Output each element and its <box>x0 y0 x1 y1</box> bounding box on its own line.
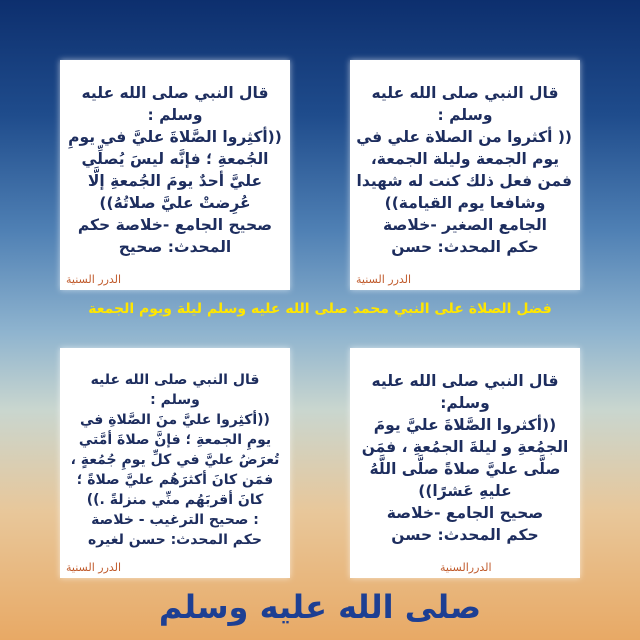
hadith-text <box>358 82 572 258</box>
hadith-line: ((أكثروا الصَّلاةَ عليَّ يومَ <box>373 416 557 434</box>
hadith-line: تُعرَضُ عليَّ في كلِّ يومِ جُمُعةٍ ، <box>70 452 280 468</box>
hadith-line: ((أكثِروا عليَّ منَ الصَّلاةِ في <box>80 412 270 428</box>
hadith-line: وسلم : <box>150 392 200 408</box>
hadith-line: كانَ أقربَهُم منِّي منزلةً .)) <box>86 492 264 508</box>
hadith-line: فمَن كانَ أكثرَهُم عليَّ صلاةً ؛ <box>76 472 274 488</box>
hadith-line: وسلم : <box>437 106 493 124</box>
watermark: الدرر السنية <box>66 561 122 574</box>
hadith-card-top-right <box>350 60 580 290</box>
hadith-card-top-left <box>60 60 290 290</box>
hadith-text <box>68 370 282 550</box>
hadith-text <box>358 370 572 546</box>
hadith-line: (( أكثروا من الصلاة علي في <box>356 128 572 146</box>
hadith-card-bottom-right <box>350 348 580 578</box>
hadith-line: الجمُعةِ و ليلةَ الجمُعةِ ، فمَن <box>361 438 569 456</box>
hadith-line: حكم المحدث: حسن <box>391 526 539 544</box>
center-caption: فضل الصلاة على النبي محمد صلى الله عليه وسلم ليلة ويوم الجمعة <box>88 301 552 317</box>
hadith-line: : صحيح الترغيب - خلاصة <box>91 512 259 528</box>
hadith-line: الجامع الصغير -خلاصة <box>383 216 547 234</box>
hadith-line: فمن فعل ذلك كنت له شهيدا <box>356 172 572 190</box>
hadith-line: قال النبي صلى الله عليه <box>81 84 269 102</box>
watermark: الدرر السنية <box>66 273 122 286</box>
hadith-line: يوم الجمعة وليلة الجمعة، <box>370 150 560 168</box>
hadith-card-bottom-left <box>60 348 290 578</box>
hadith-line: يومِ الجمعةِ ؛ فإنَّ صلاةَ أمَّتي <box>78 432 272 448</box>
hadith-line: الجُمعةِ ؛ فإنَّه ليسَ يُصلِّي <box>81 150 269 168</box>
watermark: الدرر السنية <box>356 273 412 286</box>
hadith-line: وسلم: <box>440 394 490 412</box>
footer-salutation: صلى الله عليه وسلم <box>158 588 482 626</box>
hadith-line: قال النبي صلى الله عليه <box>371 372 559 390</box>
hadith-line: قال النبي صلى الله عليه <box>371 84 559 102</box>
hadith-line: عليهِ عَشرًا)) <box>418 482 512 500</box>
hadith-line: المحدث: صحيح <box>118 238 232 256</box>
hadith-line: عُرِضتْ عليَّ صلاتُهُ)) <box>99 194 251 212</box>
hadith-line: صحيح الجامع -خلاصة حكم <box>77 216 273 234</box>
hadith-line: صلَّى عليَّ صلاةً صلَّى اللَّهُ <box>369 460 561 478</box>
hadith-line: عليَّ أحدٌ يومَ الجُمعةِ إلَّا <box>87 172 263 190</box>
hadith-line: وشافعا يوم القيامة)) <box>384 194 546 212</box>
hadith-text <box>68 82 282 258</box>
watermark: الدررالسنية <box>440 561 492 574</box>
hadith-line: ((أكثِروا الصَّلاةَ عليَّ في يومِ <box>68 128 282 146</box>
hadith-line: وسلم : <box>147 106 203 124</box>
hadith-line: قال النبي صلى الله عليه <box>90 372 260 388</box>
hadith-line: حكم المحدث: حسن <box>391 238 539 256</box>
hadith-line: صحيح الجامع -خلاصة <box>386 504 544 522</box>
hadith-line: حكم المحدث: حسن لغيره <box>88 532 262 548</box>
